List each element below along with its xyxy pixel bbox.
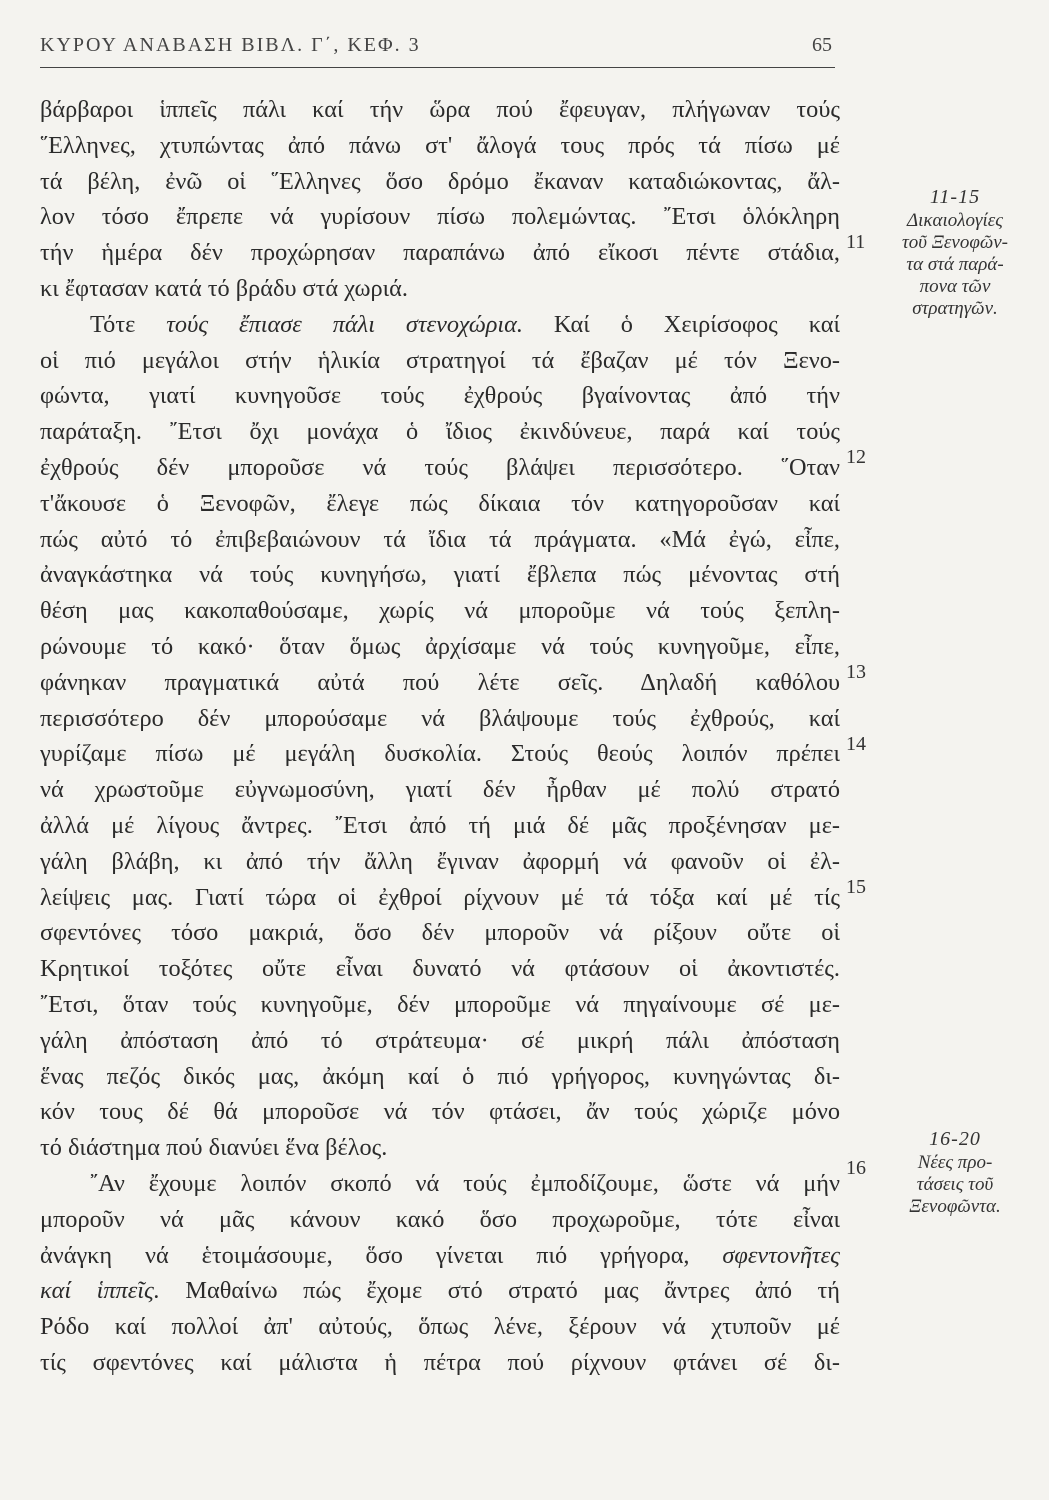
margin-note: 16-20 Νέες προ- τάσεις τοῦ Ξενοφῶντα. [870, 1128, 1040, 1218]
text-line: Τότε τούς ἔπιασε πάλι στενοχώρια. Καί ὁ Χειρίσοφος καί [90, 310, 840, 338]
text-line: ῎Ετσι, ὅταν τούς κυνηγοῦμε, δέν μποροῦμε νά πηγαίνουμε σέ με- [40, 990, 840, 1018]
text-line: νά χρωστοῦμε εὐγνωμοσύνη, γιατί δέν ἦρθαν μέ πολύ στρατό [40, 776, 840, 804]
section-number: 16 [846, 1157, 866, 1179]
text-line: λον τόσο ἔπρεπε νά γυρίσουν πίσω πολεμώντας. ῎Ετσι ὁλόκληρη [40, 203, 840, 231]
text-line: γάλη ἀπόσταση ἀπό τό στράτευμα· σέ μικρή πάλι ἀπόσταση [40, 1026, 840, 1054]
text-line: καί ἱππεῖς. Μαθαίνω πώς ἔχομε στό στρατό μας ἄντρες ἀπό τή [40, 1277, 840, 1305]
text-line: παράταξη. ῎Ετσι ὄχι μονάχα ὁ ἴδιος ἐκινδύνευε, παρά καί τούς [40, 418, 840, 446]
text-line: κι ἔφτασαν κατά τό βράδυ στά χωριά. [40, 274, 408, 302]
section-number: 12 [846, 446, 866, 468]
section-number: 13 [846, 661, 866, 683]
margin-note: 11-15 Δικαιολογίες τοῦ Ξενοφῶν- τα στά παρά- πονα τῶν στρατηγῶν. [870, 186, 1040, 320]
text-line: ρώνουμε τό κακό· ὅταν ὅμως ἀρχίσαμε νά τούς κυνηγοῦμε, εἶπε, [40, 632, 840, 660]
text-line: λείψεις μας. Γιατί τώρα οἱ ἐχθροί ρίχνουν μέ τά τόξα καί μέ τίς [40, 883, 840, 911]
text-line: γάλη βλάβη, κι ἀπό τήν ἄλλη ἔγιναν ἀφορμή νά φανοῦν οἱ ἐλ- [40, 847, 840, 875]
text-line: πώς αὐτό τό ἐπιβεβαιώνουν τά ἴδια τά πράγματα. «Μά ἐγώ, εἶπε, [40, 525, 840, 553]
page-number: 65 [812, 34, 832, 56]
text-line: ἀναγκάστηκα νά τούς κυνηγήσω, γιατί ἔβλεπα πώς μένοντας στή [40, 561, 840, 589]
running-title: ΚΥΡΟΥ ΑΝΑΒΑΣΗ ΒΙΒΛ. Γ΄, ΚΕΦ. 3 [40, 34, 421, 56]
page-header [40, 30, 840, 64]
text-line: γυρίζαμε πίσω μέ μεγάλη δυσκολία. Στούς θεούς λοιπόν πρέπει [40, 740, 840, 768]
text-line: τήν ἡμέρα δέν προχώρησαν παραπάνω ἀπό εἴκοσι πέντε στάδια, [40, 239, 840, 267]
text-line: τό διάστημα πού διανύει ἕνα βέλος. [40, 1134, 388, 1162]
text-line: ῞Ελληνες, χτυπώντας ἀπό πάνω στ' ἄλογά τους πρός τά πίσω μέ [40, 131, 840, 159]
text-line: μποροῦν νά μᾶς κάνουν κακό ὅσο προχωροῦμε, τότε εἶναι [40, 1205, 840, 1233]
note-range: 16-20 [929, 1128, 981, 1150]
text-line: ἐχθρούς δέν μποροῦσε νά τούς βλάψει περισσότερο. ῞Οταν [40, 453, 840, 481]
section-number: 14 [846, 733, 866, 755]
text-line: τίς σφεντόνες καί μάλιστα ἡ πέτρα πού ρίχνουν φτάνει σέ δι- [40, 1348, 840, 1376]
text-line: οἱ πιό μεγάλοι στήν ἡλικία στρατηγοί τά ἔβαζαν μέ τόν Ξενο- [40, 346, 840, 374]
text-line: τ'ἄκουσε ὁ Ξενοφῶν, ἔλεγε πώς δίκαια τόν κατηγοροῦσαν καί [40, 489, 840, 517]
text-line: ἕνας πεζός δικός μας, ἀκόμη καί ὁ πιό γρήγορος, κυνηγώντας δι- [40, 1062, 840, 1090]
body-text [40, 92, 840, 1381]
text-line: Ρόδο καί πολλοί ἀπ' αὐτούς, ὅπως λένε, ξέρουν νά χτυποῦν μέ [40, 1313, 840, 1341]
text-line: φώντα, γιατί κυνηγοῦσε τούς ἐχθρούς βγαίνοντας ἀπό τήν [40, 382, 840, 410]
text-line: περισσότερο δέν μπορούσαμε νά βλάψουμε τούς ἐχθρούς, καί [40, 704, 840, 732]
section-number: 15 [846, 876, 866, 898]
text-line: θέση μας κακοπαθούσαμε, χωρίς νά μποροῦμε νά τούς ξεπλη- [40, 597, 840, 625]
section-number: 11 [846, 231, 866, 253]
text-line: κόν τους δέ θά μποροῦσε νά τόν φτάσει, ἄν τούς χώριζε μόνο [40, 1098, 840, 1126]
note-range: 11-15 [929, 186, 981, 208]
header-rule [40, 67, 835, 68]
text-line: ἀνάγκη νά ἑτοιμάσουμε, ὅσο γίνεται πιό γρήγορα, σφεντονῆτες [40, 1241, 840, 1269]
text-line: Κρητικοί τοξότες οὔτε εἶναι δυνατό νά φτάσουν οἱ ἀκοντιστές. [40, 955, 840, 983]
text-line: τά βέλη, ἐνῶ οἱ ῞Ελληνες ὅσο δρόμο ἔκαναν καταδιώκοντας, ἄλ- [40, 167, 840, 195]
text-line: βάρβαροι ἱππεῖς πάλι καί τήν ὥρα πού ἔφευγαν, πλήγωναν τούς [40, 96, 840, 123]
text-line: φάνηκαν πραγματικά αὐτά πού λέτε σεῖς. Δηλαδή καθόλου [40, 668, 840, 696]
text-line: σφεντόνες τόσο μακριά, ὅσο δέν μποροῦν νά ρίξουν οὔτε οἱ [40, 919, 840, 947]
text-line: ῎Αν ἔχουμε λοιπόν σκοπό νά τούς ἐμποδίζουμε, ὥστε νά μήν [90, 1169, 840, 1197]
text-line: ἀλλά μέ λίγους ἄντρες. ῎Ετσι ἀπό τή μιά δέ μᾶς προξένησαν με- [40, 811, 840, 839]
italic-phrase: τούς ἔπιασε πάλι στενοχώρια. [166, 310, 523, 338]
italic-phrase: καί ἱππεῖς. [40, 1277, 160, 1305]
italic-phrase: σφεντονῆτες [722, 1241, 840, 1269]
